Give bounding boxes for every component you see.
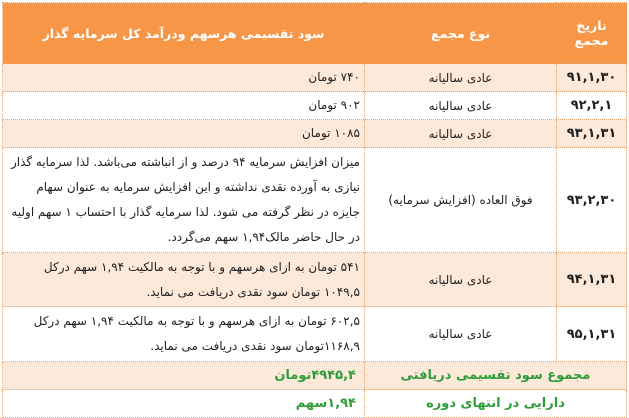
table-row <box>3 253 627 307</box>
row-date: ۹۱,۱,۳۰ <box>557 64 627 92</box>
row-desc: میزان افزایش سرمایه ۹۴ درصد و از انباشته می‌باشد. لذا سرمایه گذار نیازی به آورده نقدی نداشته و این افزایش سرمایه به عنوان سهام جایزه در نظر گرفته می شود. لذا سرمایه گذار با احتساب ۱ سهم اولیه در حال حاضر مالک۱,۹۴ سهم می‌گردد. <box>3 148 365 253</box>
row-desc: ۷۴۰ تومان <box>3 64 365 92</box>
table-row <box>3 64 627 92</box>
row-desc: ۵۴۱ تومان به ازای هرسهم و با توجه به مالکیت ۱,۹۴ سهم درکل ۱۰۴۹,۵ تومان سود نقدی دریافت می نماید. <box>3 253 365 307</box>
row-desc: ۶۰۲,۵ تومان به ازای هرسهم و با توجه به مالکیت ۱,۹۴ سهم درکل ۱۱۶۸,۹تومان سود نقدی دریافت می نماید. <box>3 307 365 362</box>
header-date: تاریخ مجمع <box>557 3 627 64</box>
table-row <box>3 92 627 120</box>
row-date: ۹۵,۱,۳۱ <box>557 307 627 362</box>
row-type: عادی سالیانه <box>365 253 557 307</box>
row-type: فوق العاده (افزایش سرمایه) <box>365 148 557 253</box>
row-type: عادی سالیانه <box>365 92 557 120</box>
table-row <box>3 120 627 148</box>
row-date: ۹۳,۱,۳۱ <box>557 120 627 148</box>
row-desc: ۹۰۲ تومان <box>3 92 365 120</box>
header-row <box>3 3 627 64</box>
row-desc: ۱۰۸۵ تومان <box>3 120 365 148</box>
row-type: عادی سالیانه <box>365 307 557 362</box>
table-row <box>3 307 627 362</box>
row-date: ۹۲,۲,۱ <box>557 92 627 120</box>
total-dividend-label: مجموع سود تقسیمی دریافتی <box>365 362 627 390</box>
row-date: ۹۳,۲,۳۰ <box>557 148 627 253</box>
end-assets-row <box>3 390 627 418</box>
total-dividend-value: ۴۹۴۵,۴تومان <box>3 362 365 390</box>
header-type: نوع مجمع <box>365 3 557 64</box>
total-dividend-row <box>3 362 627 390</box>
end-assets-label: دارایی در انتهای دوره <box>365 390 627 418</box>
row-type: عادی سالیانه <box>365 120 557 148</box>
row-date: ۹۴,۱,۳۱ <box>557 253 627 307</box>
dividend-table <box>2 2 627 418</box>
header-profit: سود تقسیمی هرسهم ودرآمد کل سرمایه گذار <box>3 3 365 64</box>
table-row <box>3 148 627 253</box>
end-assets-value: ۱,۹۴سهم <box>3 390 365 418</box>
row-type: عادی سالیانه <box>365 64 557 92</box>
